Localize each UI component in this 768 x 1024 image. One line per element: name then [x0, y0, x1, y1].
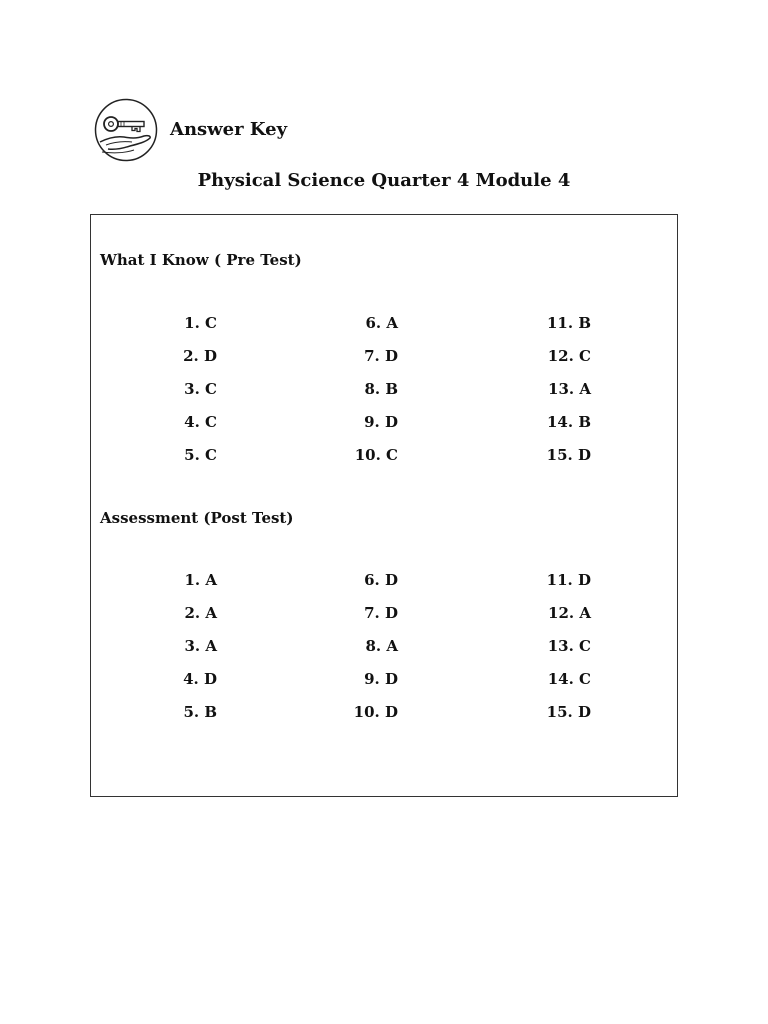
- answer-item: 8. B: [364, 380, 398, 398]
- answer-item: 14. B: [547, 413, 591, 431]
- answer-item: 9. D: [364, 670, 398, 688]
- answer-item: 5. C: [184, 446, 217, 464]
- answer-item: 15. D: [546, 703, 591, 721]
- answer-item: 12. A: [548, 604, 591, 622]
- answer-item: 12. C: [547, 347, 591, 365]
- answer-column: [511, 570, 591, 735]
- answer-key-box: [90, 214, 678, 797]
- answer-item: 11. B: [547, 314, 591, 332]
- answer-item: 6. A: [365, 314, 398, 332]
- answer-item: 10. C: [354, 446, 398, 464]
- section-title-pre-test: What I Know ( Pre Test): [100, 251, 302, 269]
- answer-item: 2. A: [184, 604, 217, 622]
- answer-item: 4. C: [184, 413, 217, 431]
- answer-item: 3. A: [184, 637, 217, 655]
- answer-item: 7. D: [364, 347, 398, 365]
- answer-item: 4. D: [183, 670, 217, 688]
- key-in-hand-icon: [94, 98, 158, 162]
- page-title: Answer Key: [170, 119, 288, 140]
- answer-column: [137, 313, 217, 478]
- answer-item: 13. C: [547, 637, 591, 655]
- answer-column: [511, 313, 591, 478]
- answer-item: 9. D: [364, 413, 398, 431]
- page-subtitle: Physical Science Quarter 4 Module 4: [197, 170, 571, 191]
- answer-item: 1. C: [184, 314, 217, 332]
- answer-item: 8. A: [365, 637, 398, 655]
- answer-item: 15. D: [546, 446, 591, 464]
- answer-item: 11. D: [546, 571, 591, 589]
- answer-column: [137, 570, 217, 735]
- answer-item: 6. D: [364, 571, 398, 589]
- answer-item: 1. A: [184, 571, 217, 589]
- answer-item: 2. D: [183, 347, 217, 365]
- answer-column: [318, 570, 398, 735]
- section-title-post-test: Assessment (Post Test): [100, 509, 294, 527]
- answer-item: 14. C: [547, 670, 591, 688]
- answer-item: 7. D: [364, 604, 398, 622]
- answer-item: 3. C: [184, 380, 217, 398]
- answer-column: [318, 313, 398, 478]
- answer-item: 5. B: [183, 703, 217, 721]
- answer-item: 10. D: [353, 703, 398, 721]
- answer-item: 13. A: [548, 380, 591, 398]
